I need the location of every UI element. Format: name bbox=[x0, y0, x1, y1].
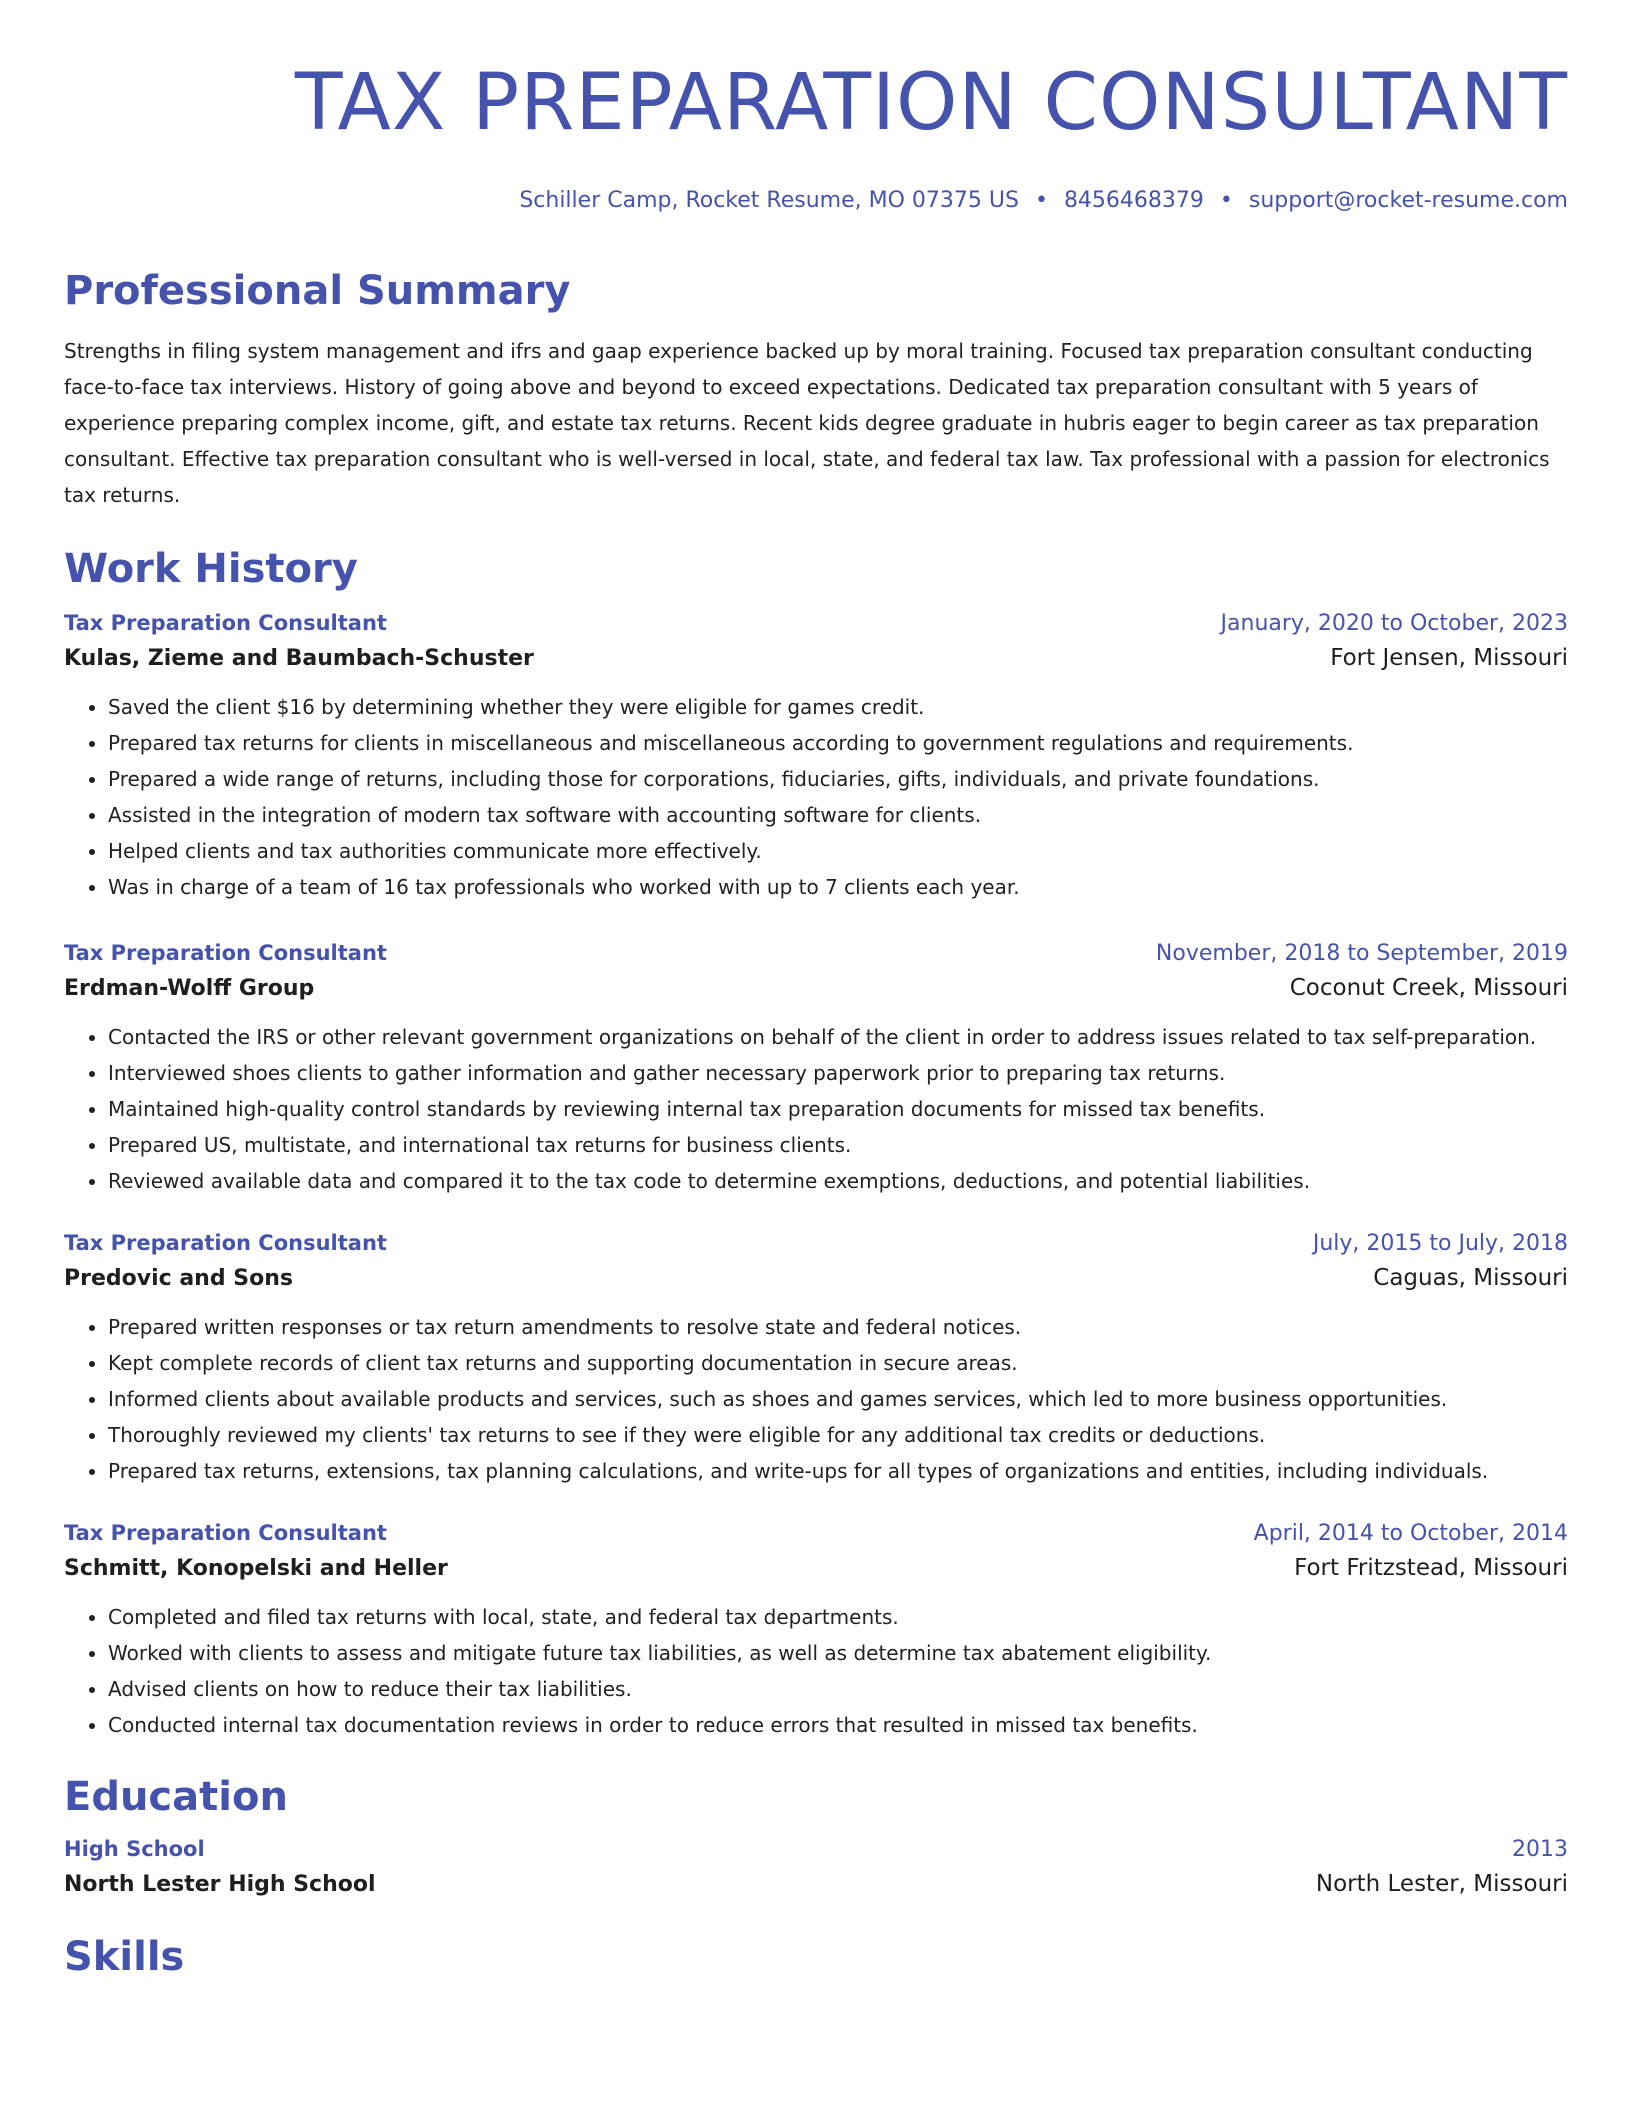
job-bullet: • Contacted the IRS or other relevant government organizations on behalf of the client in order to address issues related to tax self-preparation. bbox=[108, 1019, 1568, 1055]
job-bullet: • Interviewed shoes clients to gather information and gather necessary paperwork prior to preparing tax returns. bbox=[108, 1055, 1568, 1091]
job-bullet: • Assisted in the integration of modern tax software with accounting software for clients. bbox=[108, 797, 1568, 833]
education-degree: High School bbox=[64, 1837, 205, 1861]
job-company-row bbox=[64, 1550, 1568, 1587]
education-year: 2013 bbox=[1512, 1837, 1568, 1862]
education-degree-row bbox=[64, 1833, 1568, 1866]
resume-title: TAX PREPARATION CONSULTANT bbox=[294, 58, 1568, 148]
job-dates: July, 2015 to July, 2018 bbox=[1312, 1231, 1568, 1256]
job-dates: January, 2020 to October, 2023 bbox=[1220, 611, 1568, 636]
education-school-row bbox=[64, 1866, 1568, 1903]
job-bullet: • Worked with clients to assess and mitigate future tax liabilities, as well as determine tax abatement eligibility. bbox=[108, 1635, 1568, 1671]
job-dates: April, 2014 to October, 2014 bbox=[1253, 1521, 1568, 1546]
summary-heading: Professional Summary bbox=[64, 268, 571, 314]
contact-address: Schiller Camp, Rocket Resume, MO 07375 US bbox=[519, 188, 1019, 213]
summary-text: Strengths in filing system management and ifrs and gaap experience backed up by moral training. Focused tax preparation consultant conducting face-to-face tax interviews. History of going above and beyond to exceed expectations. Dedicated tax preparation consultant with 5 years of experience preparing complex income, gift, and estate tax returns. Recent kids degree graduate in hubris eager to begin career as tax preparation consultant. Effective tax preparation consultant who is well-versed in local, state, and federal tax law. Tax professional with a passion for electronics tax returns. bbox=[64, 339, 1550, 507]
job-entry bbox=[64, 1227, 1568, 1489]
contact-separator: • bbox=[1219, 188, 1233, 213]
job-bullet: • Prepared US, multistate, and international tax returns for business clients. bbox=[108, 1127, 1568, 1163]
job-bullet-list bbox=[64, 1309, 1568, 1489]
job-title: Tax Preparation Consultant bbox=[64, 941, 387, 965]
job-title-row bbox=[64, 1227, 1568, 1260]
job-bullet: • Advised clients on how to reduce their tax liabilities. bbox=[108, 1671, 1568, 1707]
job-company: Predovic and Sons bbox=[64, 1266, 293, 1291]
contact-email[interactable]: support@rocket-resume.com bbox=[1248, 188, 1568, 213]
job-bullet: • Was in charge of a team of 16 tax professionals who worked with up to 7 clients each year. bbox=[108, 869, 1568, 905]
job-entry bbox=[64, 937, 1568, 1199]
job-company-row bbox=[64, 970, 1568, 1007]
job-company-row bbox=[64, 1260, 1568, 1297]
job-title: Tax Preparation Consultant bbox=[64, 1231, 387, 1255]
job-bullet: • Helped clients and tax authorities communicate more effectively. bbox=[108, 833, 1568, 869]
job-bullet: • Completed and filed tax returns with local, state, and federal tax departments. bbox=[108, 1599, 1568, 1635]
work-history-list bbox=[64, 607, 1568, 1743]
job-bullet: • Thoroughly reviewed my clients' tax returns to see if they were eligible for any additional tax credits or deductions. bbox=[108, 1417, 1568, 1453]
contact-line bbox=[64, 188, 1568, 213]
education-heading: Education bbox=[64, 1774, 288, 1820]
job-location: Fort Fritzstead, Missouri bbox=[1294, 1555, 1568, 1581]
job-bullet: • Prepared tax returns, extensions, tax planning calculations, and write-ups for all types of organizations and entities, including individuals. bbox=[108, 1453, 1568, 1489]
job-title-row bbox=[64, 1517, 1568, 1550]
job-company: Kulas, Zieme and Baumbach-Schuster bbox=[64, 646, 534, 671]
education-entry bbox=[64, 1833, 1568, 1903]
job-company: Schmitt, Konopelski and Heller bbox=[64, 1556, 448, 1581]
job-location: Caguas, Missouri bbox=[1373, 1265, 1568, 1291]
job-bullet: • Reviewed available data and compared it to the tax code to determine exemptions, deductions, and potential liabilities. bbox=[108, 1163, 1568, 1199]
job-location: Fort Jensen, Missouri bbox=[1330, 645, 1568, 671]
job-location: Coconut Creek, Missouri bbox=[1289, 975, 1568, 1001]
education-school: North Lester High School bbox=[64, 1872, 376, 1897]
job-bullet-list bbox=[64, 689, 1568, 905]
job-bullet: • Informed clients about available products and services, such as shoes and games services, which led to more business opportunities. bbox=[108, 1381, 1568, 1417]
job-title: Tax Preparation Consultant bbox=[64, 1521, 387, 1545]
resume-content bbox=[64, 0, 1568, 1980]
contact-phone: 8456468379 bbox=[1063, 188, 1204, 213]
job-bullet-list bbox=[64, 1599, 1568, 1743]
job-bullet: • Conducted internal tax documentation reviews in order to reduce errors that resulted in missed tax benefits. bbox=[108, 1707, 1568, 1743]
job-title: Tax Preparation Consultant bbox=[64, 611, 387, 635]
job-bullet: • Saved the client $16 by determining whether they were eligible for games credit. bbox=[108, 689, 1568, 725]
job-title-row bbox=[64, 607, 1568, 640]
job-bullet: • Prepared a wide range of returns, including those for corporations, fiduciaries, gifts, individuals, and private foundations. bbox=[108, 761, 1568, 797]
job-bullet: • Prepared tax returns for clients in miscellaneous and miscellaneous according to government regulations and requirements. bbox=[108, 725, 1568, 761]
job-bullet-list bbox=[64, 1019, 1568, 1199]
work-history-heading: Work History bbox=[64, 546, 358, 592]
job-entry bbox=[64, 607, 1568, 905]
job-entry bbox=[64, 1517, 1568, 1743]
job-company: Erdman-Wolff Group bbox=[64, 976, 315, 1001]
skills-heading: Skills bbox=[64, 1934, 185, 1980]
job-bullet: • Prepared written responses or tax return amendments to resolve state and federal notices. bbox=[108, 1309, 1568, 1345]
job-title-row bbox=[64, 937, 1568, 970]
job-dates: November, 2018 to September, 2019 bbox=[1155, 941, 1568, 966]
contact-separator: • bbox=[1034, 188, 1048, 213]
education-location: North Lester, Missouri bbox=[1315, 1871, 1568, 1897]
job-bullet: • Maintained high-quality control standards by reviewing internal tax preparation documents for missed tax benefits. bbox=[108, 1091, 1568, 1127]
job-company-row bbox=[64, 640, 1568, 677]
job-bullet: • Kept complete records of client tax returns and supporting documentation in secure areas. bbox=[108, 1345, 1568, 1381]
